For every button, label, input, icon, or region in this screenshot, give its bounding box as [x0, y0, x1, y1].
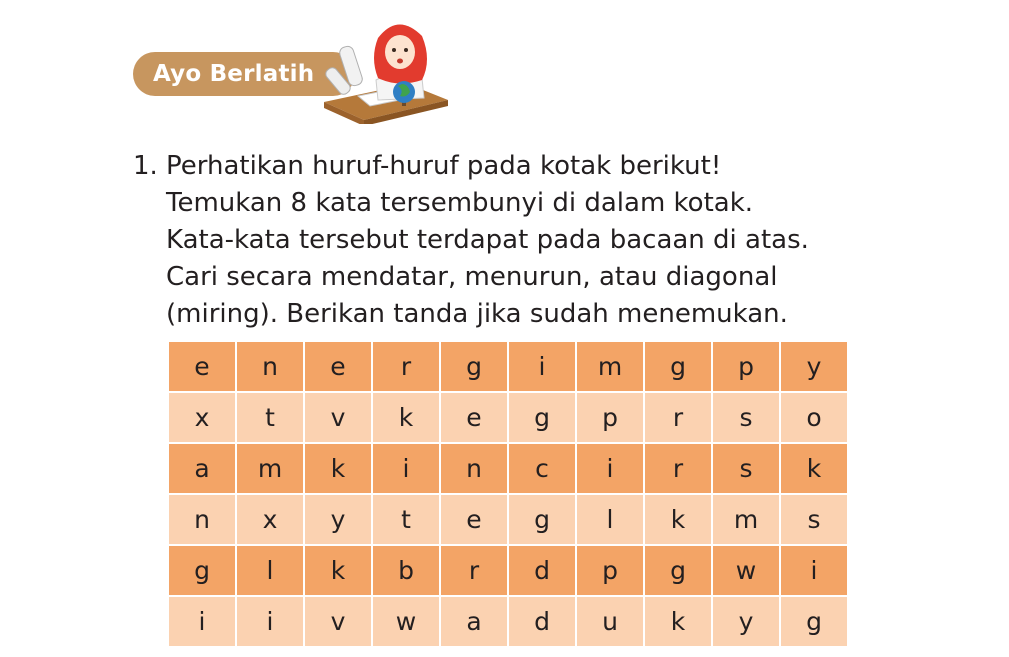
- grid-cell[interactable]: k: [645, 495, 711, 544]
- grid-cell[interactable]: g: [441, 342, 507, 391]
- grid-cell[interactable]: r: [645, 393, 711, 442]
- grid-row: [169, 393, 847, 442]
- grid-cell[interactable]: p: [713, 342, 779, 391]
- grid-cell[interactable]: m: [237, 444, 303, 493]
- instruction-line: Kata-kata tersebut terdapat pada bacaan di atas.: [166, 225, 809, 255]
- grid-cell[interactable]: g: [781, 597, 847, 646]
- grid-cell[interactable]: n: [169, 495, 235, 544]
- grid-cell[interactable]: p: [577, 546, 643, 595]
- grid-cell[interactable]: g: [169, 546, 235, 595]
- grid-cell[interactable]: p: [577, 393, 643, 442]
- grid-cell[interactable]: i: [781, 546, 847, 595]
- grid-cell[interactable]: c: [509, 444, 575, 493]
- grid-cell[interactable]: k: [645, 597, 711, 646]
- grid-cell[interactable]: l: [237, 546, 303, 595]
- grid-cell[interactable]: d: [509, 546, 575, 595]
- grid-cell[interactable]: i: [169, 597, 235, 646]
- grid-cell[interactable]: r: [441, 546, 507, 595]
- girl-with-globe-illustration: [318, 14, 450, 124]
- grid-cell[interactable]: i: [509, 342, 575, 391]
- grid-cell[interactable]: i: [237, 597, 303, 646]
- grid-cell[interactable]: g: [509, 495, 575, 544]
- grid-cell[interactable]: m: [713, 495, 779, 544]
- grid-row: [169, 546, 847, 595]
- grid-cell[interactable]: a: [441, 597, 507, 646]
- grid-cell[interactable]: k: [305, 444, 371, 493]
- grid-cell[interactable]: i: [373, 444, 439, 493]
- grid-cell[interactable]: l: [577, 495, 643, 544]
- grid-cell[interactable]: y: [713, 597, 779, 646]
- section-badge-label: Ayo Berlatih: [153, 61, 315, 87]
- grid-cell[interactable]: s: [781, 495, 847, 544]
- grid-cell[interactable]: n: [441, 444, 507, 493]
- exercise-number: 1.: [133, 151, 158, 181]
- grid-cell[interactable]: a: [169, 444, 235, 493]
- grid-cell[interactable]: e: [305, 342, 371, 391]
- grid-cell[interactable]: y: [305, 495, 371, 544]
- grid-cell[interactable]: w: [373, 597, 439, 646]
- word-search-grid: [167, 340, 849, 648]
- grid-cell[interactable]: t: [237, 393, 303, 442]
- grid-row: [169, 342, 847, 391]
- grid-cell[interactable]: o: [781, 393, 847, 442]
- instruction-line: (miring). Berikan tanda jika sudah menemukan.: [166, 299, 788, 329]
- grid-cell[interactable]: u: [577, 597, 643, 646]
- grid-cell[interactable]: x: [169, 393, 235, 442]
- grid-cell[interactable]: s: [713, 393, 779, 442]
- grid-cell[interactable]: r: [373, 342, 439, 391]
- grid-cell[interactable]: g: [645, 342, 711, 391]
- grid-cell[interactable]: b: [373, 546, 439, 595]
- grid-cell[interactable]: k: [373, 393, 439, 442]
- exercise-text: [166, 148, 809, 333]
- grid-cell[interactable]: g: [509, 393, 575, 442]
- grid-cell[interactable]: k: [305, 546, 371, 595]
- grid-cell[interactable]: m: [577, 342, 643, 391]
- grid-cell[interactable]: e: [169, 342, 235, 391]
- instruction-line: Temukan 8 kata tersembunyi di dalam kotak.: [166, 188, 754, 218]
- grid-cell[interactable]: v: [305, 597, 371, 646]
- grid-cell[interactable]: i: [577, 444, 643, 493]
- grid-cell[interactable]: s: [713, 444, 779, 493]
- grid-cell[interactable]: d: [509, 597, 575, 646]
- grid-row: [169, 495, 847, 544]
- grid-row: [169, 444, 847, 493]
- grid-cell[interactable]: k: [781, 444, 847, 493]
- grid-cell[interactable]: e: [441, 495, 507, 544]
- grid-cell[interactable]: v: [305, 393, 371, 442]
- grid-cell[interactable]: x: [237, 495, 303, 544]
- grid-cell[interactable]: t: [373, 495, 439, 544]
- grid-cell[interactable]: n: [237, 342, 303, 391]
- grid-cell[interactable]: g: [645, 546, 711, 595]
- grid-cell[interactable]: r: [645, 444, 711, 493]
- instruction-line: Cari secara mendatar, menurun, atau diagonal: [166, 262, 778, 292]
- grid-cell[interactable]: e: [441, 393, 507, 442]
- grid-cell[interactable]: y: [781, 342, 847, 391]
- grid-row: [169, 597, 847, 646]
- grid-cell[interactable]: w: [713, 546, 779, 595]
- instruction-line: Perhatikan huruf-huruf pada kotak berikut!: [166, 151, 722, 181]
